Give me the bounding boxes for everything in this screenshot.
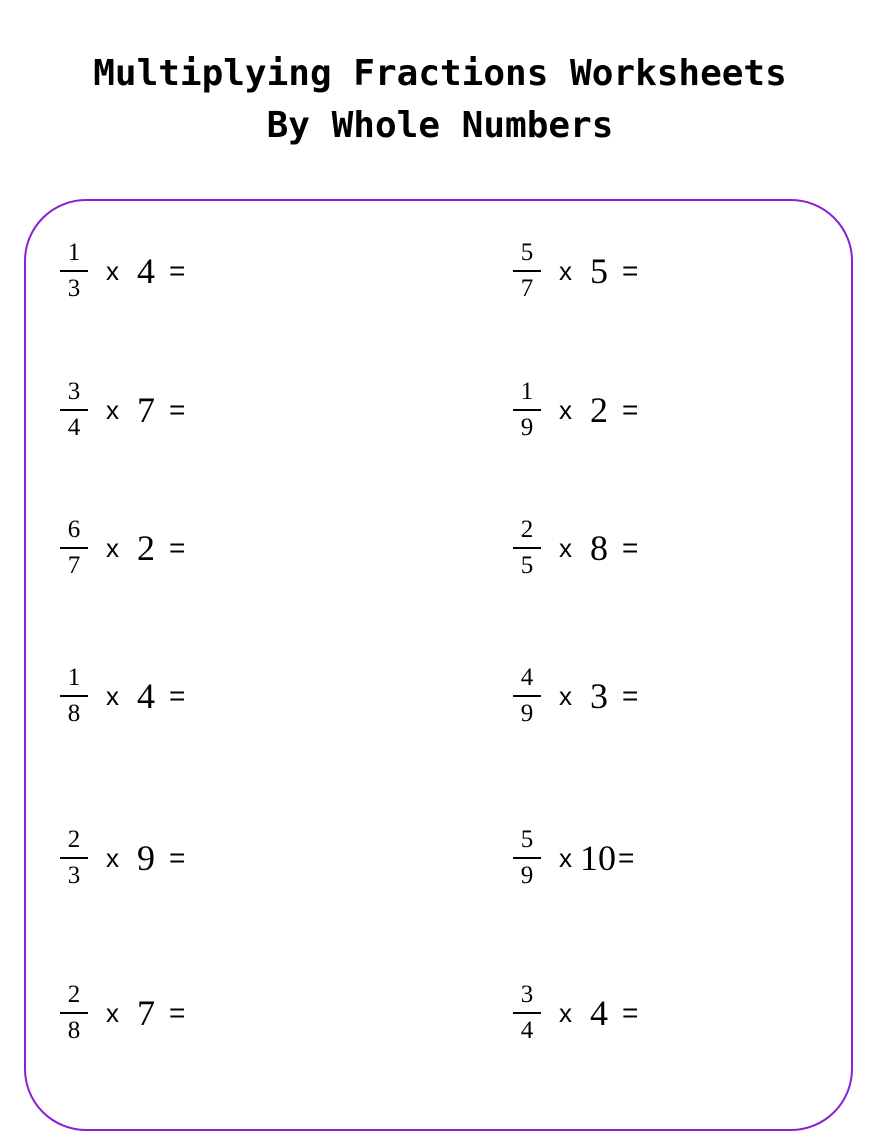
whole-number: 2 [590, 390, 608, 430]
numerator: 5 [520, 826, 534, 854]
problem-2 [511, 231, 638, 311]
denominator: 7 [520, 274, 534, 302]
title-line-2: By Whole Numbers [266, 105, 614, 146]
problem-11 [58, 973, 185, 1053]
fraction [511, 981, 543, 1045]
fraction [58, 378, 90, 442]
equals-sign: = [618, 842, 635, 873]
times-sign: x [559, 532, 572, 563]
title-line-1: Multiplying Fractions Worksheets [93, 53, 787, 94]
denominator: 8 [67, 1016, 81, 1044]
times-sign: x [559, 255, 572, 286]
problem-3 [58, 370, 185, 450]
problem-1 [58, 231, 185, 311]
denominator: 3 [67, 861, 81, 889]
whole-number: 2 [137, 528, 155, 568]
numerator: 1 [67, 664, 81, 692]
times-sign: x [559, 394, 572, 425]
equals-sign: = [622, 394, 639, 425]
fraction [58, 239, 90, 303]
numerator: 2 [67, 826, 81, 854]
denominator: 3 [67, 274, 81, 302]
numerator: 3 [520, 981, 534, 1009]
times-sign: x [106, 997, 119, 1028]
numerator: 2 [67, 981, 81, 1009]
worksheet-title [0, 48, 880, 152]
fraction [511, 516, 543, 580]
fraction [58, 981, 90, 1045]
whole-number: 4 [137, 251, 155, 291]
denominator: 9 [520, 861, 534, 889]
numerator: 6 [67, 516, 81, 544]
times-sign: x [106, 255, 119, 286]
numerator: 1 [520, 378, 534, 406]
fraction [511, 826, 543, 890]
equals-sign: = [169, 532, 186, 563]
times-sign: x [559, 680, 572, 711]
equals-sign: = [622, 255, 639, 286]
times-sign: x [106, 394, 119, 425]
denominator: 5 [520, 551, 534, 579]
numerator: 4 [520, 664, 534, 692]
whole-number: 5 [590, 251, 608, 291]
problem-4 [511, 370, 638, 450]
denominator: 4 [520, 1016, 534, 1044]
numerator: 1 [67, 239, 81, 267]
denominator: 8 [67, 699, 81, 727]
times-sign: x [106, 842, 119, 873]
fraction [511, 239, 543, 303]
fraction [511, 664, 543, 728]
times-sign: x [106, 680, 119, 711]
times-sign: x [559, 842, 572, 873]
times-sign: x [559, 997, 572, 1028]
equals-sign: = [169, 255, 186, 286]
times-sign: x [106, 532, 119, 563]
whole-number: 7 [137, 390, 155, 430]
whole-number: 4 [590, 993, 608, 1033]
fraction [58, 516, 90, 580]
denominator: 9 [520, 699, 534, 727]
equals-sign: = [622, 680, 639, 711]
problem-10 [511, 818, 634, 898]
numerator: 2 [520, 516, 534, 544]
problem-8 [511, 656, 638, 736]
whole-number: 9 [137, 838, 155, 878]
denominator: 9 [520, 413, 534, 441]
fraction [58, 664, 90, 728]
whole-number: 4 [137, 676, 155, 716]
fraction [511, 378, 543, 442]
problem-5 [58, 508, 185, 588]
problem-6 [511, 508, 638, 588]
equals-sign: = [169, 997, 186, 1028]
equals-sign: = [169, 680, 186, 711]
fraction [58, 826, 90, 890]
problem-9 [58, 818, 185, 898]
denominator: 7 [67, 551, 81, 579]
equals-sign: = [622, 997, 639, 1028]
problem-12 [511, 973, 638, 1053]
denominator: 4 [67, 413, 81, 441]
whole-number: 3 [590, 676, 608, 716]
equals-sign: = [622, 532, 639, 563]
whole-number: 10 [580, 838, 616, 878]
equals-sign: = [169, 394, 186, 425]
numerator: 3 [67, 378, 81, 406]
equals-sign: = [169, 842, 186, 873]
numerator: 5 [520, 239, 534, 267]
whole-number: 8 [590, 528, 608, 568]
problem-7 [58, 656, 185, 736]
whole-number: 7 [137, 993, 155, 1033]
